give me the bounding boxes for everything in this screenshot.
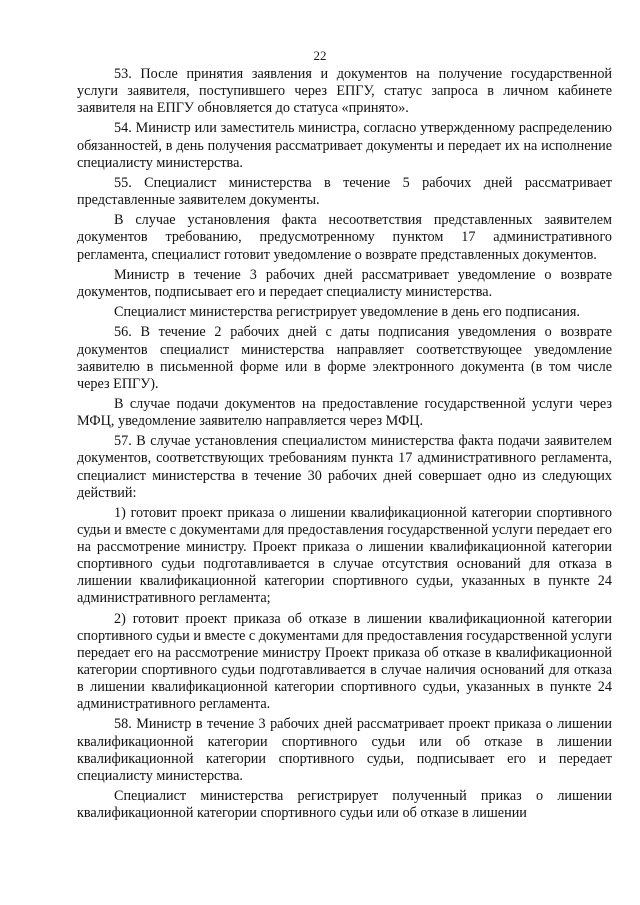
paragraph-58: 58. Министр в течение 3 рабочих дней рассматривает проект приказа о лишении квалификационной категории спортивного судьи или об отказе в лишении квалификационной категории спортивного судьи, подписывает его и передает специалисту министерства. — [77, 716, 612, 784]
paragraph-55-mismatch: В случае установления факта несоответствия представленных заявителем документов требованию, предусмотренному пунктом 17 административного регламента, специалист готовит уведомление о возврате представленных документов. — [77, 212, 612, 263]
paragraph-57: 57. В случае установления специалистом министерства факта подачи заявителем документов, соответствующих требованиям пункта 17 административного регламента, специалист министерства в течение 30 рабочих дней совершает одно из следующих действий: — [77, 433, 612, 501]
document-body — [77, 66, 612, 825]
paragraph-57-item-1: 1) готовит проект приказа о лишении квалификационной категории спортивного судьи и вместе с документами для предоставления государственной услуги передает его на рассмотрение министру. Проект приказа о лишении квалификационной категории спортивного судьи подготавливается в случае отсутствия оснований для отказа в лишении квалификационной категории спортивного судьи, указанных в пункте 24 административного регламента; — [77, 504, 612, 607]
paragraph-57-item-2: 2) готовит проект приказа об отказе в лишении квалификационной категории спортивного судьи и вместе с документами для предоставления государственной услуги передает его на рассмотрение министру Проект приказа об отказе в квалификационной категории спортивного судьи подготавливается в случае наличия оснований для отказа в лишении квалификационной категории спортивного судьи, указанных в пункте 24 административного регламента. — [77, 610, 612, 713]
paragraph-53: 53. После принятия заявления и документов на получение государственной услуги заявителя, поступившего через ЕПГУ, статус запроса в личном кабинете заявителя на ЕПГУ обновляется до статуса «принято». — [77, 66, 612, 117]
paragraph-56: 56. В течение 2 рабочих дней с даты подписания уведомления о возврате документов специалист министерства направляет соответствующее уведомление заявителю в письменной форме или в форме электронного документа (в том числе через ЕПГУ). — [77, 324, 612, 392]
paragraph-55: 55. Специалист министерства в течение 5 рабочих дней рассматривает представленные заявителем документы. — [77, 174, 612, 209]
paragraph-56-mfc: В случае подачи документов на предоставление государственной услуги через МФЦ, уведомление заявителю направляется через МФЦ. — [77, 396, 612, 430]
paragraph-55-minister-review: Министр в течение 3 рабочих дней рассматривает уведомление о возврате документов, подписывает его и передает специалисту министерства. — [77, 266, 612, 300]
paragraph-54: 54. Министр или заместитель министра, согласно утвержденному распределению обязанностей, в день получения рассматривает документы и передает их на исполнение специалисту министерства. — [77, 120, 612, 171]
paragraph-58-registration: Специалист министерства регистрирует полученный приказ о лишении квалификационной категории спортивного судьи или об отказе в лишении — [77, 788, 612, 822]
page-number: 22 — [313, 48, 327, 63]
paragraph-55-registration: Специалист министерства регистрирует уведомление в день его подписания. — [114, 304, 580, 321]
